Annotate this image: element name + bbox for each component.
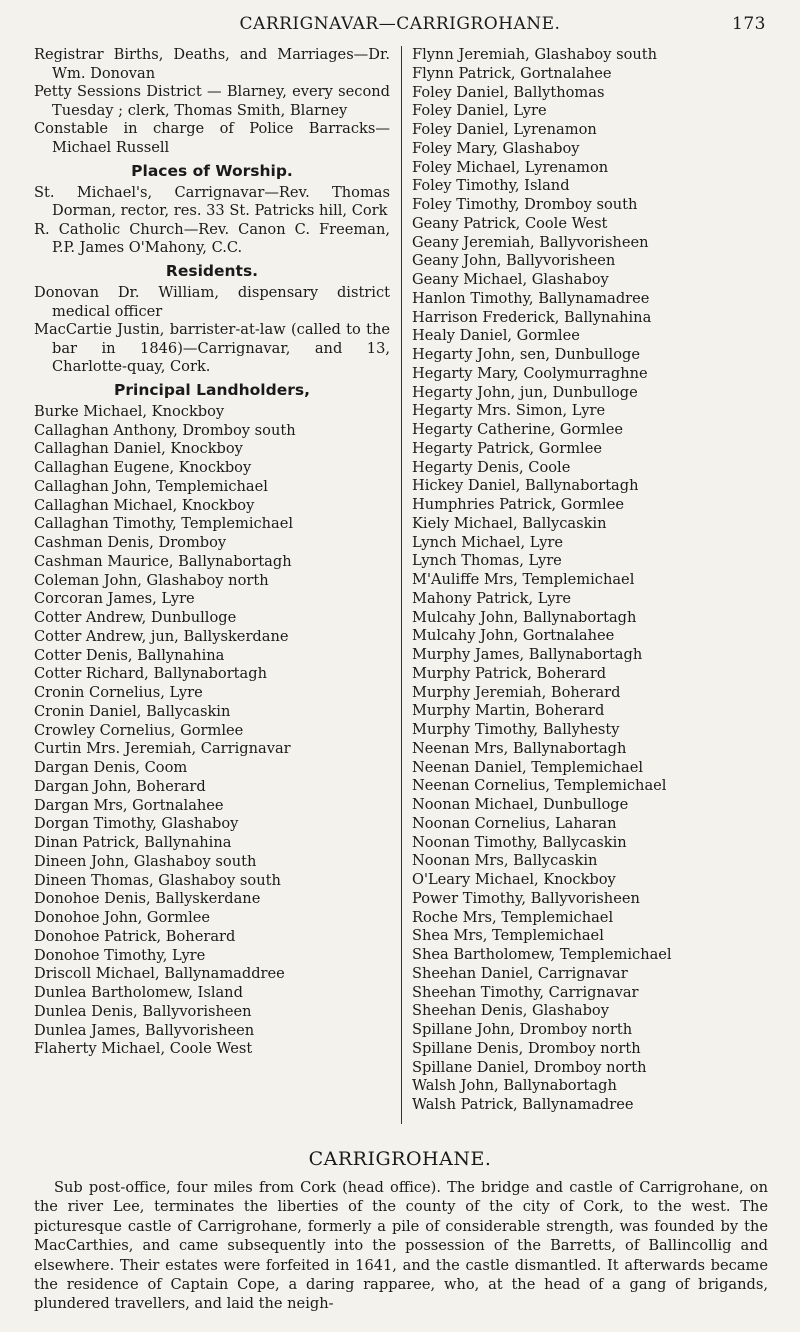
worship-entry: R. Catholic Church—Rev. Canon C. Freeman, P.P. James O'Mahony, C.C. — [34, 220, 390, 257]
official-entry: Petty Sessions District — Blarney, every second Tuesday ; clerk, Thomas Smith, Blarney — [34, 83, 390, 119]
running-head — [0, 14, 800, 40]
landholder-entry: Cotter Richard, Ballynabortagh — [34, 665, 267, 683]
landholder-entry: Murphy Martin, Boherard — [412, 702, 605, 720]
landholder-entry: Callaghan Timothy, Templemichael — [34, 515, 294, 533]
landholder-entry: Dunlea James, Ballyvorisheen — [34, 1021, 255, 1039]
landholder-entry: Sheehan Denis, Glashaboy — [412, 1002, 609, 1020]
landholder-entry: Hegarty John, jun, Dunbulloge — [412, 383, 638, 401]
landholder-entry: Kiely Michael, Ballycaskin — [412, 514, 607, 532]
landholder-entry: Cashman Denis, Dromboy — [34, 534, 227, 552]
right-column — [412, 46, 772, 1115]
landholder-entry: Murphy Jeremiah, Boherard — [412, 683, 621, 701]
landholder-entry: Hickey Daniel, Ballynabortagh — [412, 477, 639, 495]
landholder-entry: Mulcahy John, Ballynabortagh — [412, 608, 637, 626]
landholder-entry: Foley Timothy, Dromboy south — [412, 196, 638, 213]
left-column — [34, 46, 390, 1059]
landholder-entry: Shea Bartholomew, Templemichael — [412, 946, 672, 963]
landholder-entry: Mulcahy John, Gortnalahee — [412, 627, 615, 645]
landholder-entry: Roche Mrs, Templemichael — [412, 908, 614, 926]
landholder-entry: Dinan Patrick, Ballynahina — [34, 834, 232, 852]
section-title: CARRIGROHANE. — [308, 1148, 492, 1170]
landholder-entry: Hegarty Mrs. Simon, Lyre — [412, 402, 606, 420]
landholder-entry: Harrison Frederick, Ballynahina — [412, 308, 652, 326]
landholder-entry: Foley Daniel, Lyrenamon — [412, 121, 597, 138]
landholder-entry: Foley Daniel, Lyre — [412, 102, 547, 120]
landholder-entry: Hanlon Timothy, Ballynamadree — [412, 289, 650, 307]
landholder-entry: Dineen John, Glashaboy south — [34, 852, 257, 870]
landholder-entry: Noonan Mrs, Ballycaskin — [412, 852, 598, 870]
landholder-entry: Callaghan Eugene, Knockboy — [34, 459, 252, 477]
landholder-entry: Geany John, Ballyvorisheen — [412, 252, 616, 270]
landholder-entry: Driscoll Michael, Ballynamaddree — [34, 965, 285, 983]
landholder-entry: Cotter Andrew, Dunbulloge — [34, 609, 237, 627]
landholder-entry: Lynch Thomas, Lyre — [412, 552, 562, 570]
landholder-entry: Spillane Daniel, Dromboy north — [412, 1058, 647, 1076]
resident-entry: MacCartie Justin, barrister-at-law (called to the bar in 1846)—Carrignavar, and 13, Charlotte-quay, Cork. — [34, 321, 390, 376]
resident-entry: Donovan Dr. William, dispensary district medical officer — [34, 283, 390, 320]
left-landholder-list — [34, 403, 390, 1059]
landholder-entry: Foley Mary, Glashaboy — [412, 139, 580, 157]
official-entry: Constable in charge of Police Barracks—Michael Russell — [34, 120, 390, 156]
landholder-entry: Callaghan Anthony, Dromboy south — [34, 421, 296, 439]
landholder-entry: Donohoe Denis, Ballyskerdane — [34, 890, 261, 908]
landholder-entry: Callaghan Michael, Knockboy — [34, 496, 255, 514]
landholder-entry: Walsh John, Ballynabortagh — [412, 1077, 617, 1095]
landholder-entry: Shea Mrs, Templemichael — [412, 927, 604, 945]
landholder-entry: Cotter Andrew, jun, Ballyskerdane — [34, 627, 289, 645]
two-column-directory — [34, 46, 778, 1132]
landholder-entry: Flynn Jeremiah, Glashaboy south — [412, 46, 658, 63]
landholder-entry: Corcoran James, Lyre — [34, 590, 195, 608]
landholder-entry: Hegarty John, sen, Dunbulloge — [412, 346, 640, 363]
landholder-entry: Noonan Cornelius, Laharan — [412, 814, 617, 832]
landholder-entry: Spillane John, Dromboy north — [412, 1021, 633, 1038]
residents-heading: Residents. — [165, 261, 259, 280]
landholder-entry: Geany Patrick, Coole West — [412, 214, 608, 232]
landholder-entry: Geany Michael, Glashaboy — [412, 271, 609, 288]
landholder-entry: Flaherty Michael, Coole West — [34, 1040, 253, 1058]
landholder-entry: M'Auliffe Mrs, Templemichael — [412, 571, 635, 588]
landholders-heading: Principal Landholders, — [114, 380, 310, 399]
landholder-entry: Murphy Timothy, Ballyhesty — [412, 721, 620, 738]
landholder-entry: Foley Timothy, Island — [412, 177, 570, 195]
landholder-entry: Murphy James, Ballynabortagh — [412, 646, 643, 663]
landholder-entry: Cronin Daniel, Ballycaskin — [34, 702, 231, 720]
landholder-entry: Flynn Patrick, Gortnalahee — [412, 64, 612, 82]
landholder-entry: Humphries Patrick, Gormlee — [412, 496, 624, 513]
landholder-entry: Neenan Mrs, Ballynabortagh — [412, 739, 627, 757]
landholder-entry: Geany Jeremiah, Ballyvorisheen — [412, 233, 649, 251]
landholder-entry: Dargan Denis, Coom — [34, 759, 188, 777]
page-number: 173 — [732, 14, 766, 34]
landholder-entry: Dunlea Denis, Ballyvorisheen — [34, 1002, 252, 1020]
landholder-entry: Dineen Thomas, Glashaboy south — [34, 871, 281, 889]
landholder-entry: Noonan Timothy, Ballycaskin — [412, 833, 627, 851]
landholder-entry: Dorgan Timothy, Glashaboy — [34, 815, 239, 833]
landholder-entry: Hegarty Catherine, Gormlee — [412, 421, 624, 438]
worship-heading: Places of Worship. — [131, 161, 293, 180]
landholder-entry: Donohoe John, Gormlee — [34, 909, 211, 927]
landholder-entry: Noonan Michael, Dunbulloge — [412, 796, 629, 813]
landholder-entry: Hegarty Mary, Coolymurraghne — [412, 364, 648, 382]
landholder-entry: Dunlea Bartholomew, Island — [34, 984, 243, 1002]
landholder-entry: Donohoe Timothy, Lyre — [34, 946, 206, 964]
landholder-entry: Foley Daniel, Ballythomas — [412, 83, 605, 101]
right-landholder-list — [412, 46, 772, 1115]
landholder-entry: Spillane Denis, Dromboy north — [412, 1039, 641, 1057]
landholder-entry: Walsh Patrick, Ballynamadree — [412, 1096, 634, 1113]
landholder-entry: Callaghan Daniel, Knockboy — [34, 440, 243, 458]
landholder-entry: Hegarty Denis, Coole — [412, 458, 571, 476]
section-body — [34, 1178, 768, 1314]
landholder-entry: Hegarty Patrick, Gormlee — [412, 439, 602, 457]
landholder-entry: Power Timothy, Ballyvorisheen — [412, 889, 640, 907]
landholder-entry: Cronin Cornelius, Lyre — [34, 684, 203, 702]
landholder-entry: Dargan Mrs, Gortnalahee — [34, 796, 224, 814]
landholder-entry: Foley Michael, Lyrenamon — [412, 158, 609, 176]
official-entry: Registrar Births, Deaths, and Marriages—Dr. Wm. Donovan — [34, 46, 390, 82]
landholder-entry: Crowley Cornelius, Gormlee — [34, 721, 244, 739]
landholder-entry: Coleman John, Glashaboy north — [34, 571, 269, 589]
landholder-entry: Murphy Patrick, Boherard — [412, 664, 607, 682]
landholder-entry: Neenan Daniel, Templemichael — [412, 758, 644, 776]
landholder-entry: Sheehan Timothy, Carrignavar — [412, 983, 639, 1001]
landholder-entry: Burke Michael, Knockboy — [34, 402, 225, 420]
column-divider — [401, 46, 402, 1124]
landholder-entry: Dargan John, Boherard — [34, 777, 206, 795]
landholder-entry: Neenan Cornelius, Templemichael — [412, 777, 667, 795]
worship-entry: St. Michael's, Carrignavar—Rev. Thomas Dorman, rector, res. 33 St. Patricks hill, Cork — [34, 183, 390, 220]
landholder-entry: Mahony Patrick, Lyre — [412, 589, 572, 607]
page-header-title: CARRIGNAVAR—CARRIGROHANE. — [239, 14, 561, 34]
landholder-entry: Healy Daniel, Gormlee — [412, 327, 580, 345]
landholder-entry: Cotter Denis, Ballynahina — [34, 646, 225, 664]
landholder-entry: Donohoe Patrick, Boherard — [34, 927, 236, 945]
landholder-entry: O'Leary Michael, Knockboy — [412, 871, 616, 888]
section-paragraph: Sub post-office, four miles from Cork (head office). The bridge and castle of Carrigrohane, on the river Lee, terminates the liberties of the county of the city of Cork, to the west. The picturesque castle of Carrigrohane, formerly a pile of considerable strength, was founded by the MacCarthies, and came subsequently into the possession of the Barretts, of Ballincollig and elsewhere. Their estates were forfeited in 1641, and the castle dismantled. It afterwards became the residence of Captain Cope, a daring rapparee, who, at the head of a gang of brigands, plundered travellers, and laid the neigh- — [34, 1179, 768, 1313]
landholder-entry: Callaghan John, Templemichael — [34, 477, 268, 495]
landholder-entry: Sheehan Daniel, Carrignavar — [412, 964, 628, 982]
landholder-entry: Lynch Michael, Lyre — [412, 533, 564, 551]
landholder-entry: Curtin Mrs. Jeremiah, Carrignavar — [34, 740, 291, 758]
landholder-entry: Cashman Maurice, Ballynabortagh — [34, 552, 292, 570]
